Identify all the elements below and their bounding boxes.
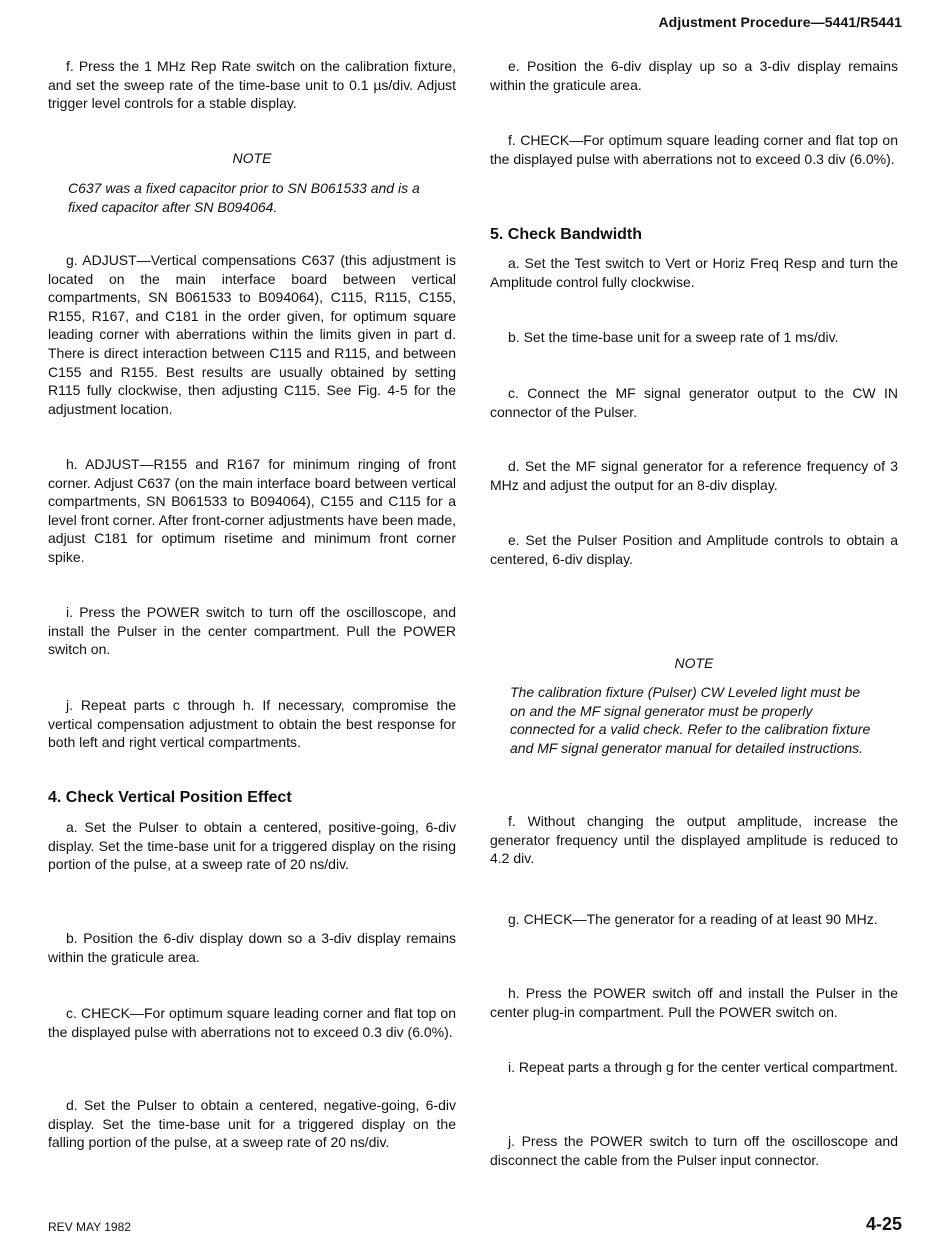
note-c637 [48, 149, 456, 216]
step-5j-text: j. Press the POWER switch to turn off the oscilloscope and disconnect the cable from the Pulser input connector. [490, 1133, 898, 1168]
step-5h-text: h. Press the POWER switch off and install the Pulser in the center plug-in compartment. Pull the POWER switch on. [490, 985, 898, 1020]
step-3g-text: g. ADJUST—Vertical compensations C637 (this adjustment is located on the main interface board between vertical compartments, SN B061533 to B094064), C115, R115, C155, R155, R167, and C181 in the order given, for optimum square leading corner with aberrations within the limits given in part d. There is direct interaction between C115 and R115, and between C155 and R155. Best results are usually obtained by setting R115 fully clockwise, then adjusting C115. See Fig. 4-5 for the adjustment location. [48, 252, 456, 417]
step-3h [48, 455, 456, 567]
step-3i [48, 603, 456, 659]
step-4b [48, 929, 456, 966]
step-4b-text: b. Position the 6-div display down so a 3-div display remains within the graticule area. [48, 930, 456, 965]
note-cw-leveled [490, 654, 898, 757]
step-5e-text: e. Set the Pulser Position and Amplitude controls to obtain a centered, 6-div display. [490, 532, 898, 567]
step-4c [48, 1004, 456, 1041]
step-5f [490, 812, 898, 868]
step-5j [490, 1132, 898, 1169]
step-4d [48, 1096, 456, 1152]
step-5d [490, 457, 898, 494]
step-3f [48, 57, 456, 113]
step-4c-text: c. CHECK—For optimum square leading corner and flat top on the displayed pulse with aberrations not to exceed 0.3 div (6.0%). [48, 1005, 456, 1040]
step-4a [48, 818, 456, 874]
step-5i [490, 1058, 898, 1077]
step-5i-text: i. Repeat parts a through g for the center vertical compartment. [508, 1059, 898, 1075]
step-5a-text: a. Set the Test switch to Vert or Horiz Freq Resp and turn the Amplitude control fully clockwise. [490, 255, 898, 290]
step-3g [48, 251, 456, 418]
step-3i-text: i. Press the POWER switch to turn off the oscilloscope, and install the Pulser in the center compartment. Pull the POWER switch on. [48, 604, 456, 658]
step-3h-text: h. ADJUST—R155 and R167 for minimum ringing of front corner. Adjust C637 (on the main interface board between vertical compartments, SN B061533 to B094064), C155 and C115 for a level front corner. After front-corner adjustments have been made, adjust C181 for optimum risetime and minimum front corner spike. [48, 456, 456, 565]
step-5g-text: g. CHECK—The generator for a reading of at least 90 MHz. [508, 911, 878, 927]
note-title: NOTE [674, 655, 714, 671]
step-5g [490, 910, 898, 929]
step-4d-text: d. Set the Pulser to obtain a centered, negative-going, 6-div display. Set the time-base unit for a triggered display on the falling portion of the pulse, at a sweep rate of 20 ns/div. [48, 1097, 456, 1151]
step-4a-text: a. Set the Pulser to obtain a centered, positive-going, 6-div display. Set the time-base unit for a triggered display on the rising portion of the pulse, at a sweep rate of 20 ns/div. [48, 819, 456, 873]
step-5b-text: b. Set the time-base unit for a sweep rate of 1 ms/div. [508, 329, 839, 345]
step-4e [490, 57, 898, 94]
page-number: 4-25 [865, 1214, 902, 1234]
step-5f-text: f. Without changing the output amplitude, increase the generator frequency until the displayed amplitude is reduced to 4.2 div. [490, 813, 898, 867]
note-body: C637 was a fixed capacitor prior to SN B061533 and is a fixed capacitor after SN B094064. [68, 180, 420, 215]
step-5c-text: c. Connect the MF signal generator output to the CW IN connector of the Pulser. [490, 385, 898, 420]
step-5c [490, 384, 898, 421]
step-5b [490, 328, 898, 347]
step-3j-text: j. Repeat parts c through h. If necessary, compromise the vertical compensation adjustment to obtain the best response for both left and right vertical compartments. [48, 697, 456, 751]
step-5d-text: d. Set the MF signal generator for a reference frequency of 3 MHz and adjust the output for an 8-div display. [490, 458, 898, 493]
section-heading: 5. Check Bandwidth [490, 226, 643, 243]
note-title: NOTE [232, 150, 272, 166]
step-4f [490, 131, 898, 168]
page-header-title: Adjustment Procedure—5441/R5441 [658, 14, 902, 30]
step-5h [490, 984, 898, 1021]
section-5-heading [490, 225, 898, 245]
step-5e [490, 531, 898, 568]
step-4f-text: f. CHECK—For optimum square leading corner and flat top on the displayed pulse with aberrations not to exceed 0.3 div (6.0%). [490, 132, 898, 167]
section-heading: 4. Check Vertical Position Effect [48, 789, 292, 806]
note-body: The calibration fixture (Pulser) CW Leveled light must be on and the MF signal generator must be properly connected for a valid check. Refer to the calibration fixture and MF signal generator manual for detailed instructions. [510, 684, 871, 756]
step-3j [48, 696, 456, 752]
revision-date: REV MAY 1982 [48, 1220, 131, 1234]
step-3f-text: f. Press the 1 MHz Rep Rate switch on the calibration fixture, and set the sweep rate of the time-base unit to 0.1 µs/div. Adjust trigger level controls for a stable display. [48, 58, 456, 112]
section-4-heading [48, 788, 456, 808]
step-5a [490, 254, 898, 291]
step-4e-text: e. Position the 6-div display up so a 3-div display remains within the graticule area. [490, 58, 898, 93]
